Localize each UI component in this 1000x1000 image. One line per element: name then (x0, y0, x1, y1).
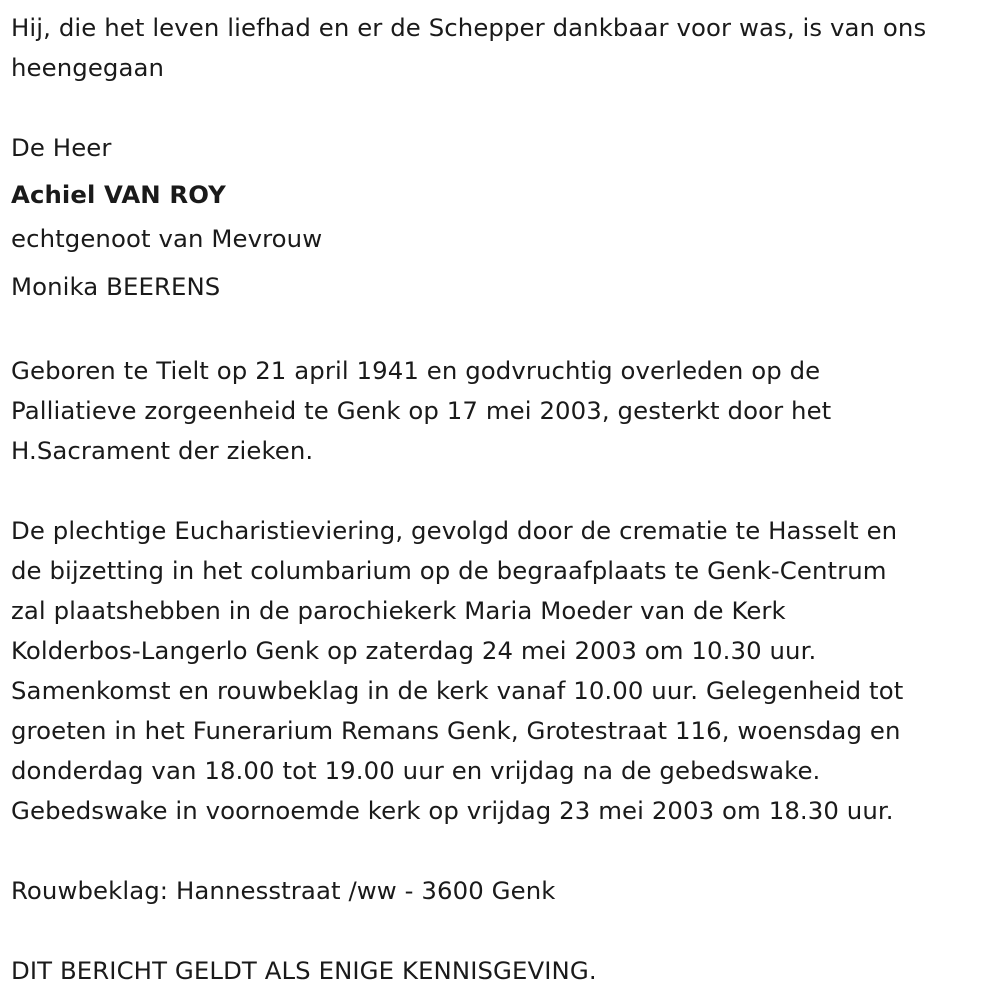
condolence-paragraph (11, 871, 996, 911)
ceremony-line: Samenkomst en rouwbeklag in de kerk vanaf 10.00 uur. Gelegenheid tot (11, 676, 904, 705)
birth-death-line: H.Sacrament der zieken. (11, 436, 314, 465)
paragraph-gap (11, 911, 996, 951)
birth-death-paragraph (11, 351, 996, 471)
intro-line: heengegaan (11, 53, 165, 82)
birth-death-line: Palliatieve zorgeenheid te Genk op 17 mei 2003, gesterkt door het (11, 396, 832, 425)
ceremony-line: zal plaatshebben in de parochiekerk Maria Moeder van de Kerk (11, 596, 786, 625)
paragraph-gap (11, 88, 996, 128)
ceremony-line: Gebedswake in voornoemde kerk op vrijdag 23 mei 2003 om 18.30 uur. (11, 796, 894, 825)
ceremony-line: donderdag van 18.00 tot 19.00 uur en vrijdag na de gebedswake. (11, 756, 821, 785)
deceased-block (11, 128, 996, 311)
ceremony-line: groeten in het Funerarium Remans Genk, Grotestraat 116, woensdag en (11, 716, 901, 745)
paragraph-gap (11, 831, 996, 871)
obituary-document (11, 8, 996, 991)
intro-line: Hij, die het leven liefhad en er de Schepper dankbaar voor was, is van ons (11, 13, 927, 42)
salutation: De Heer (11, 133, 112, 162)
deceased-name: Achiel VAN ROY (11, 180, 226, 209)
ceremony-line: Kolderbos-Langerlo Genk op zaterdag 24 mei 2003 om 10.30 uur. (11, 636, 817, 665)
notice-text: DIT BERICHT GELDT ALS ENIGE KENNISGEVING. (11, 956, 597, 985)
paragraph-gap (11, 311, 996, 351)
relation-text: echtgenoot van Mevrouw (11, 224, 323, 253)
birth-death-line: Geboren te Tielt op 21 april 1941 en godvruchtig overleden op de (11, 356, 821, 385)
spouse-name: Monika BEERENS (11, 272, 221, 301)
intro-paragraph (11, 8, 996, 88)
ceremony-line: De plechtige Eucharistieviering, gevolgd door de crematie te Hasselt en (11, 516, 898, 545)
condolence-address: Rouwbeklag: Hannesstraat /ww - 3600 Genk (11, 876, 556, 905)
ceremony-paragraph (11, 511, 996, 831)
paragraph-gap (11, 471, 996, 511)
notice-paragraph (11, 951, 996, 991)
ceremony-line: de bijzetting in het columbarium op de begraafplaats te Genk-Centrum (11, 556, 887, 585)
